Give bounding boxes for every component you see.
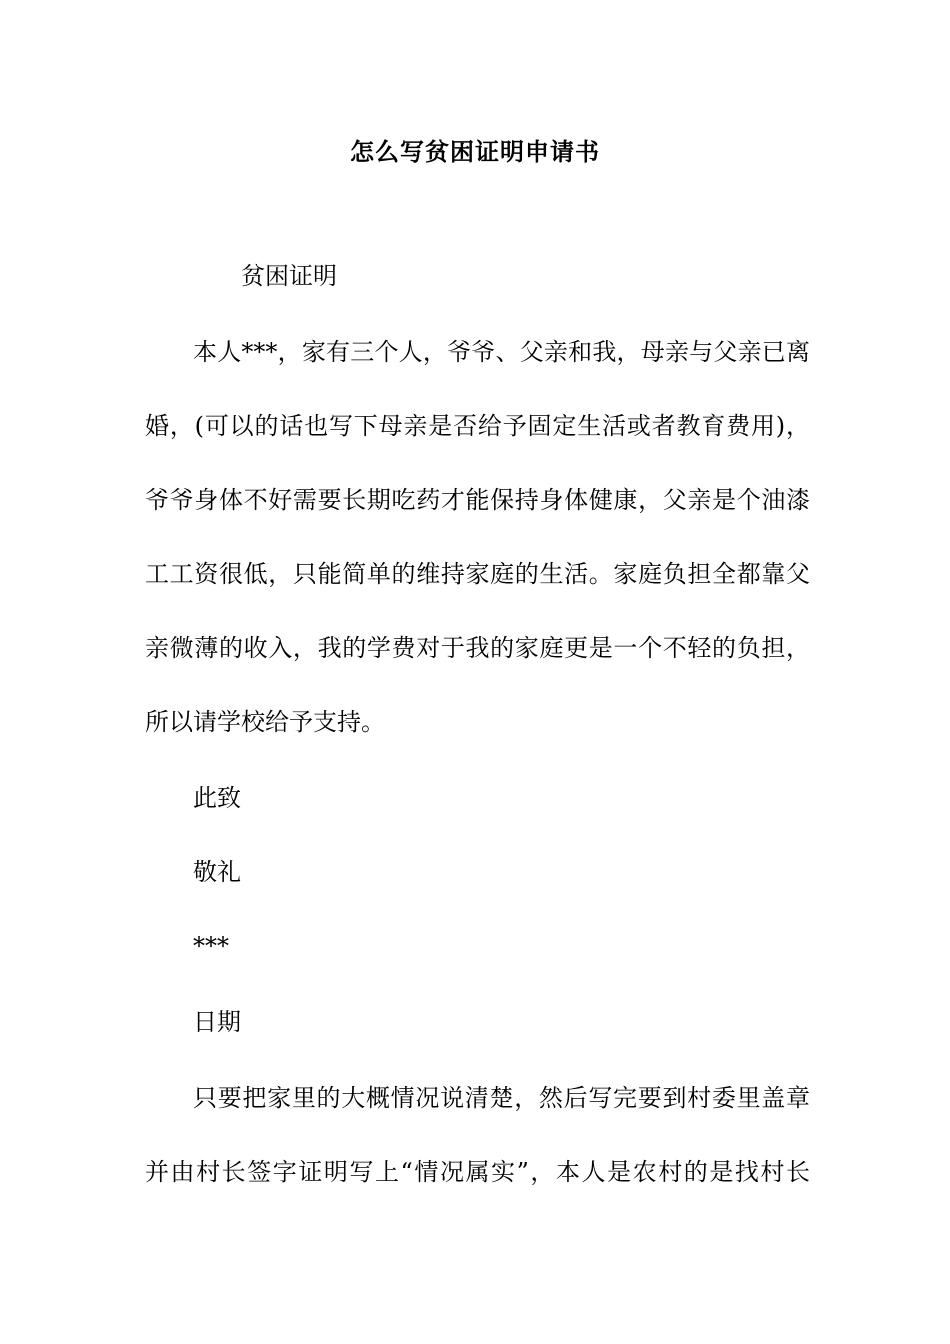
document-title: 怎么写贫困证明申请书 bbox=[350, 137, 600, 166]
note-line: 并由村长签字证明写上“情况属实”，本人是农村的是找村长 bbox=[145, 1158, 810, 1186]
signature-text: *** bbox=[193, 932, 229, 960]
body-line: 亲微薄的收入，我的学费对于我的家庭更是一个不轻的负担， bbox=[145, 634, 810, 662]
body-line: 婚，(可以的话也写下母亲是否给予固定生活或者教育费用)， bbox=[145, 412, 810, 440]
body-line: 爷爷身体不好需要长期吃药才能保持身体健康，父亲是个油漆 bbox=[145, 486, 810, 514]
closing-text: 此致 bbox=[193, 784, 241, 812]
body-line: 本人***，家有三个人，爷爷、父亲和我，母亲与父亲已离 bbox=[193, 338, 810, 366]
body-line: 工工资很低，只能简单的维持家庭的生活。家庭负担全都靠父 bbox=[145, 560, 810, 588]
date-label: 日期 bbox=[193, 1008, 241, 1036]
section-heading: 贫困证明 bbox=[241, 262, 337, 290]
salutation-text: 敬礼 bbox=[193, 858, 241, 886]
body-line: 所以请学校给予支持。 bbox=[145, 708, 385, 736]
note-line: 只要把家里的大概情况说清楚，然后写完要到村委里盖章 bbox=[193, 1084, 810, 1112]
